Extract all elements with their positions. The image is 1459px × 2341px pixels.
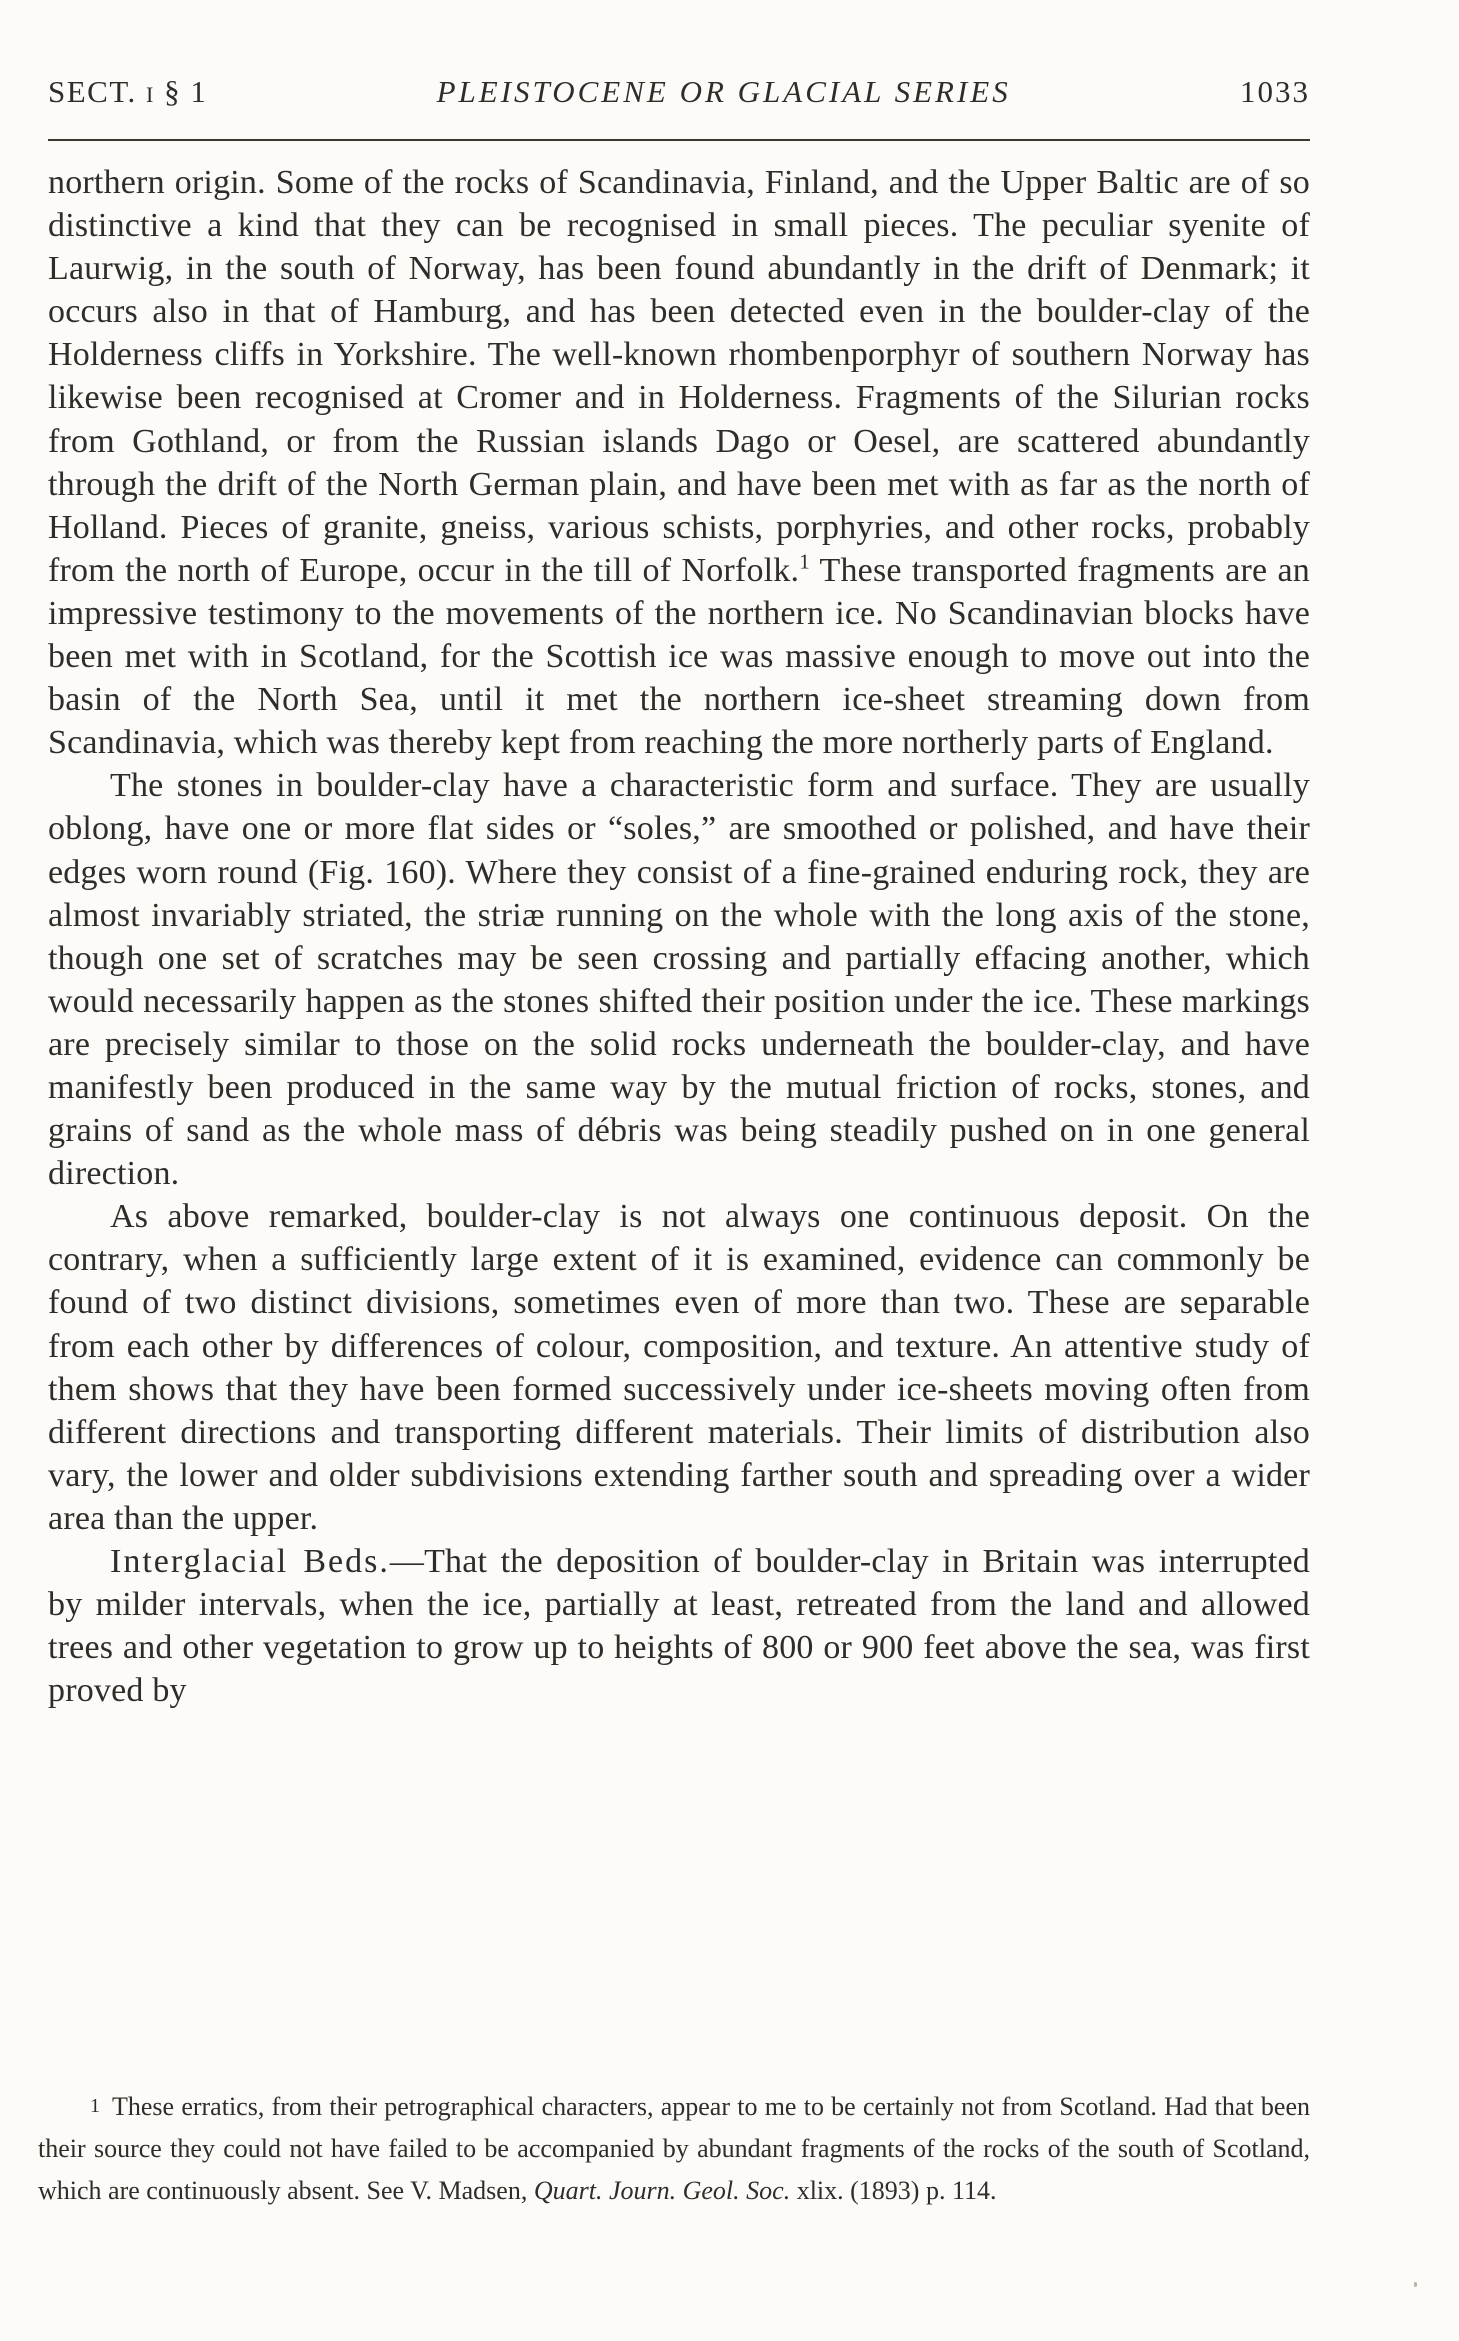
- footnote-text-a: These erratics, from their petrographical characters, appear to me to be certainly not from Scotland. Had that been their source they could not have failed to be accompanied by abundant fragments of the rocks of the south of Scotland, which are continuously absent. See V. Madsen,: [38, 2092, 1310, 2205]
- running-title: PLEISTOCENE OR GLACIAL SERIES: [436, 74, 1011, 109]
- header-rule: [48, 139, 1310, 141]
- paragraph-1-part-a: northern origin. Some of the rocks of Scandinavia, Finland, and the Upper Baltic are of so distinctive a kind that they can be recognised in small pieces. The peculiar syenite of Laurwig, in the south of Norway, has been found abundantly in the drift of Denmark; it occurs also in that of Hamburg, and has been detected even in the boulder-clay of the Holderness cliffs in Yorkshire. The well-known rhombenporphyr of southern Norway has likewise been recognised at Cromer and in Holderness. Fragments of the Silurian rocks from Gothland, or from the Russian islands Dago or Oesel, are scattered abundantly through the drift of the North German plain, and have been met with as far as the north of Holland. Pieces of granite, gneiss, various schists, porphyries, and other rocks, probably from the north of Europe, occur in the till of Norfolk.: [48, 164, 1310, 589]
- section-heading-interglacial: Interglacial Beds.: [110, 1543, 390, 1580]
- running-header: [48, 74, 1310, 124]
- footnote-text-b: xlix. (1893) p. 114.: [790, 2176, 997, 2205]
- paragraph-4: [48, 1540, 1310, 1712]
- footnote-number: 1: [90, 2095, 100, 2117]
- section-label: SECT. i § 1: [48, 74, 208, 109]
- footnote-citation: Quart. Journ. Geol. Soc.: [533, 2176, 791, 2205]
- paper-speck: [1414, 2282, 1417, 2287]
- paragraph-2: The stones in boulder-clay have a characteristic form and surface. They are usually oblong, have one or more flat sides or “soles,” are smoothed or polished, and have their edges worn round (Fig. 160). Where they consist of a fine-grained enduring rock, they are almost invariably striated, the striæ running on the whole with the long axis of the stone, though one set of scratches may be seen crossing and partially effacing another, which would necessarily happen as the stones shifted their position under the ice. These markings are precisely similar to those on the solid rocks underneath the boulder-clay, and have manifestly been produced in the same way by the mutual friction of rocks, stones, and grains of sand as the whole mass of débris was being steadily pushed on in one general direction.: [48, 767, 1310, 1193]
- paragraph-3: As above remarked, boulder-clay is not always one continuous deposit. On the contrary, when a sufficiently large extent of it is examined, evidence can commonly be found of two distinct divisions, sometimes even of more than two. These are separable from each other by differences of colour, composition, and texture. An attentive study of them shows that they have been formed successively under ice-sheets moving often from different directions and transporting different materials. Their limits of distribution also vary, the lower and older subdivisions extending farther south and spreading over a wider area than the upper.: [48, 1198, 1310, 1537]
- paragraph-4-text: —That the deposition of boulder-clay in Britain was interrupted by milder intervals, when the ice, partially at least, retreated from the land and allowed trees and other vegetation to grow up to heights of 800 or 900 feet above the sea, was first proved by: [48, 1543, 1310, 1710]
- footnote-paragraph: [38, 2085, 1310, 2212]
- paragraph-1-part-b: These transported fragments are an impressive testimony to the movements of the northern ice. No Scandinavian blocks have been met with in Scotland, for the Scottish ice was massive enough to move out into the basin of the North Sea, until it met the northern ice-sheet streaming down from Scandinavia, which was thereby kept from reaching the more northerly parts of England.: [48, 551, 1310, 762]
- footnote-marker: 1: [799, 549, 810, 574]
- page-number: 1033: [1239, 74, 1310, 109]
- paragraph-1: [48, 161, 1310, 764]
- main-text: [48, 161, 1310, 1712]
- footnote: [38, 2085, 1310, 2212]
